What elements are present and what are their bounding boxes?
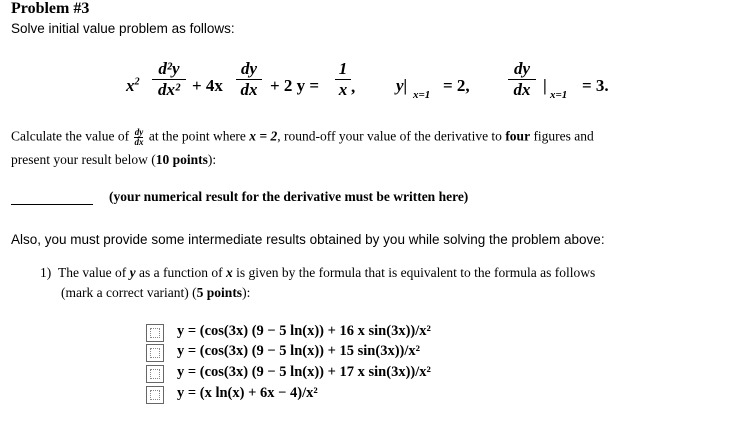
ic2-bar: |: [543, 76, 547, 95]
answer-blank[interactable]: [11, 204, 93, 205]
eq-lead: $x^2$: [126, 76, 140, 95]
ic1-subscript: x=1: [413, 89, 431, 101]
ode-equation: [126, 60, 626, 112]
ic1-y: y|: [396, 76, 408, 95]
ic2-derivative: $\frac{dy}{dx}$: [508, 60, 536, 99]
problem-title: Problem #3: [11, 0, 90, 17]
option-1-checkbox[interactable]: [146, 324, 164, 342]
answer-note: (your numerical result for the derivative must be written here): [109, 189, 469, 204]
eq-first-derivative: $\frac{dy}{dx}$: [236, 60, 262, 99]
task-line-2: present your result below (10 points):: [11, 152, 217, 167]
task-line-1: Calculate the value of $\frac{dy}{dx}$ at the point where x = 2, round-off your value of the derivative to four figures and: [11, 127, 594, 147]
question-1-line-1: 1) The value of y as a function of x is given by the formula that is equivalent to the formula as follows: [40, 265, 596, 280]
question-1-line-2: (mark a correct variant) (5 points):: [61, 285, 251, 300]
option-2-checkbox[interactable]: [146, 344, 164, 362]
eq-comma: ,: [351, 77, 356, 96]
eq-plus-4x: + 4x: [192, 76, 223, 95]
option-1-formula: y = (cos(3x) (9 − 5 ln(x)) + 16 x sin(3x))/x²: [177, 323, 431, 339]
eq-rhs-fraction: $\frac{1}{x}$: [335, 60, 351, 99]
ic2-value: = 3.: [582, 76, 609, 95]
option-2-formula: y = (cos(3x) (9 − 5 ln(x)) + 15 sin(3x))/x²: [177, 343, 420, 359]
eq-second-derivative: $\frac{\text{d²y}}{\text{dx²}}$: [152, 60, 186, 99]
option-4-checkbox[interactable]: [146, 386, 164, 404]
eq-plus-2y: + 2 y =: [270, 76, 320, 95]
ic2-subscript: x=1: [550, 89, 568, 101]
problem-intro: Solve initial value problem as follows:: [11, 21, 235, 36]
ic1-value: = 2,: [443, 76, 470, 95]
option-4-formula: y = (x ln(x) + 6x − 4)/x²: [177, 385, 318, 401]
option-3-formula: y = (cos(3x) (9 − 5 ln(x)) + 17 x sin(3x))/x²: [177, 364, 431, 380]
option-3-checkbox[interactable]: [146, 365, 164, 383]
inline-derivative: $\frac{dy}{dx}$: [134, 127, 144, 147]
also-text: Also, you must provide some intermediate results obtained by you while solving the problem above:: [11, 232, 605, 247]
